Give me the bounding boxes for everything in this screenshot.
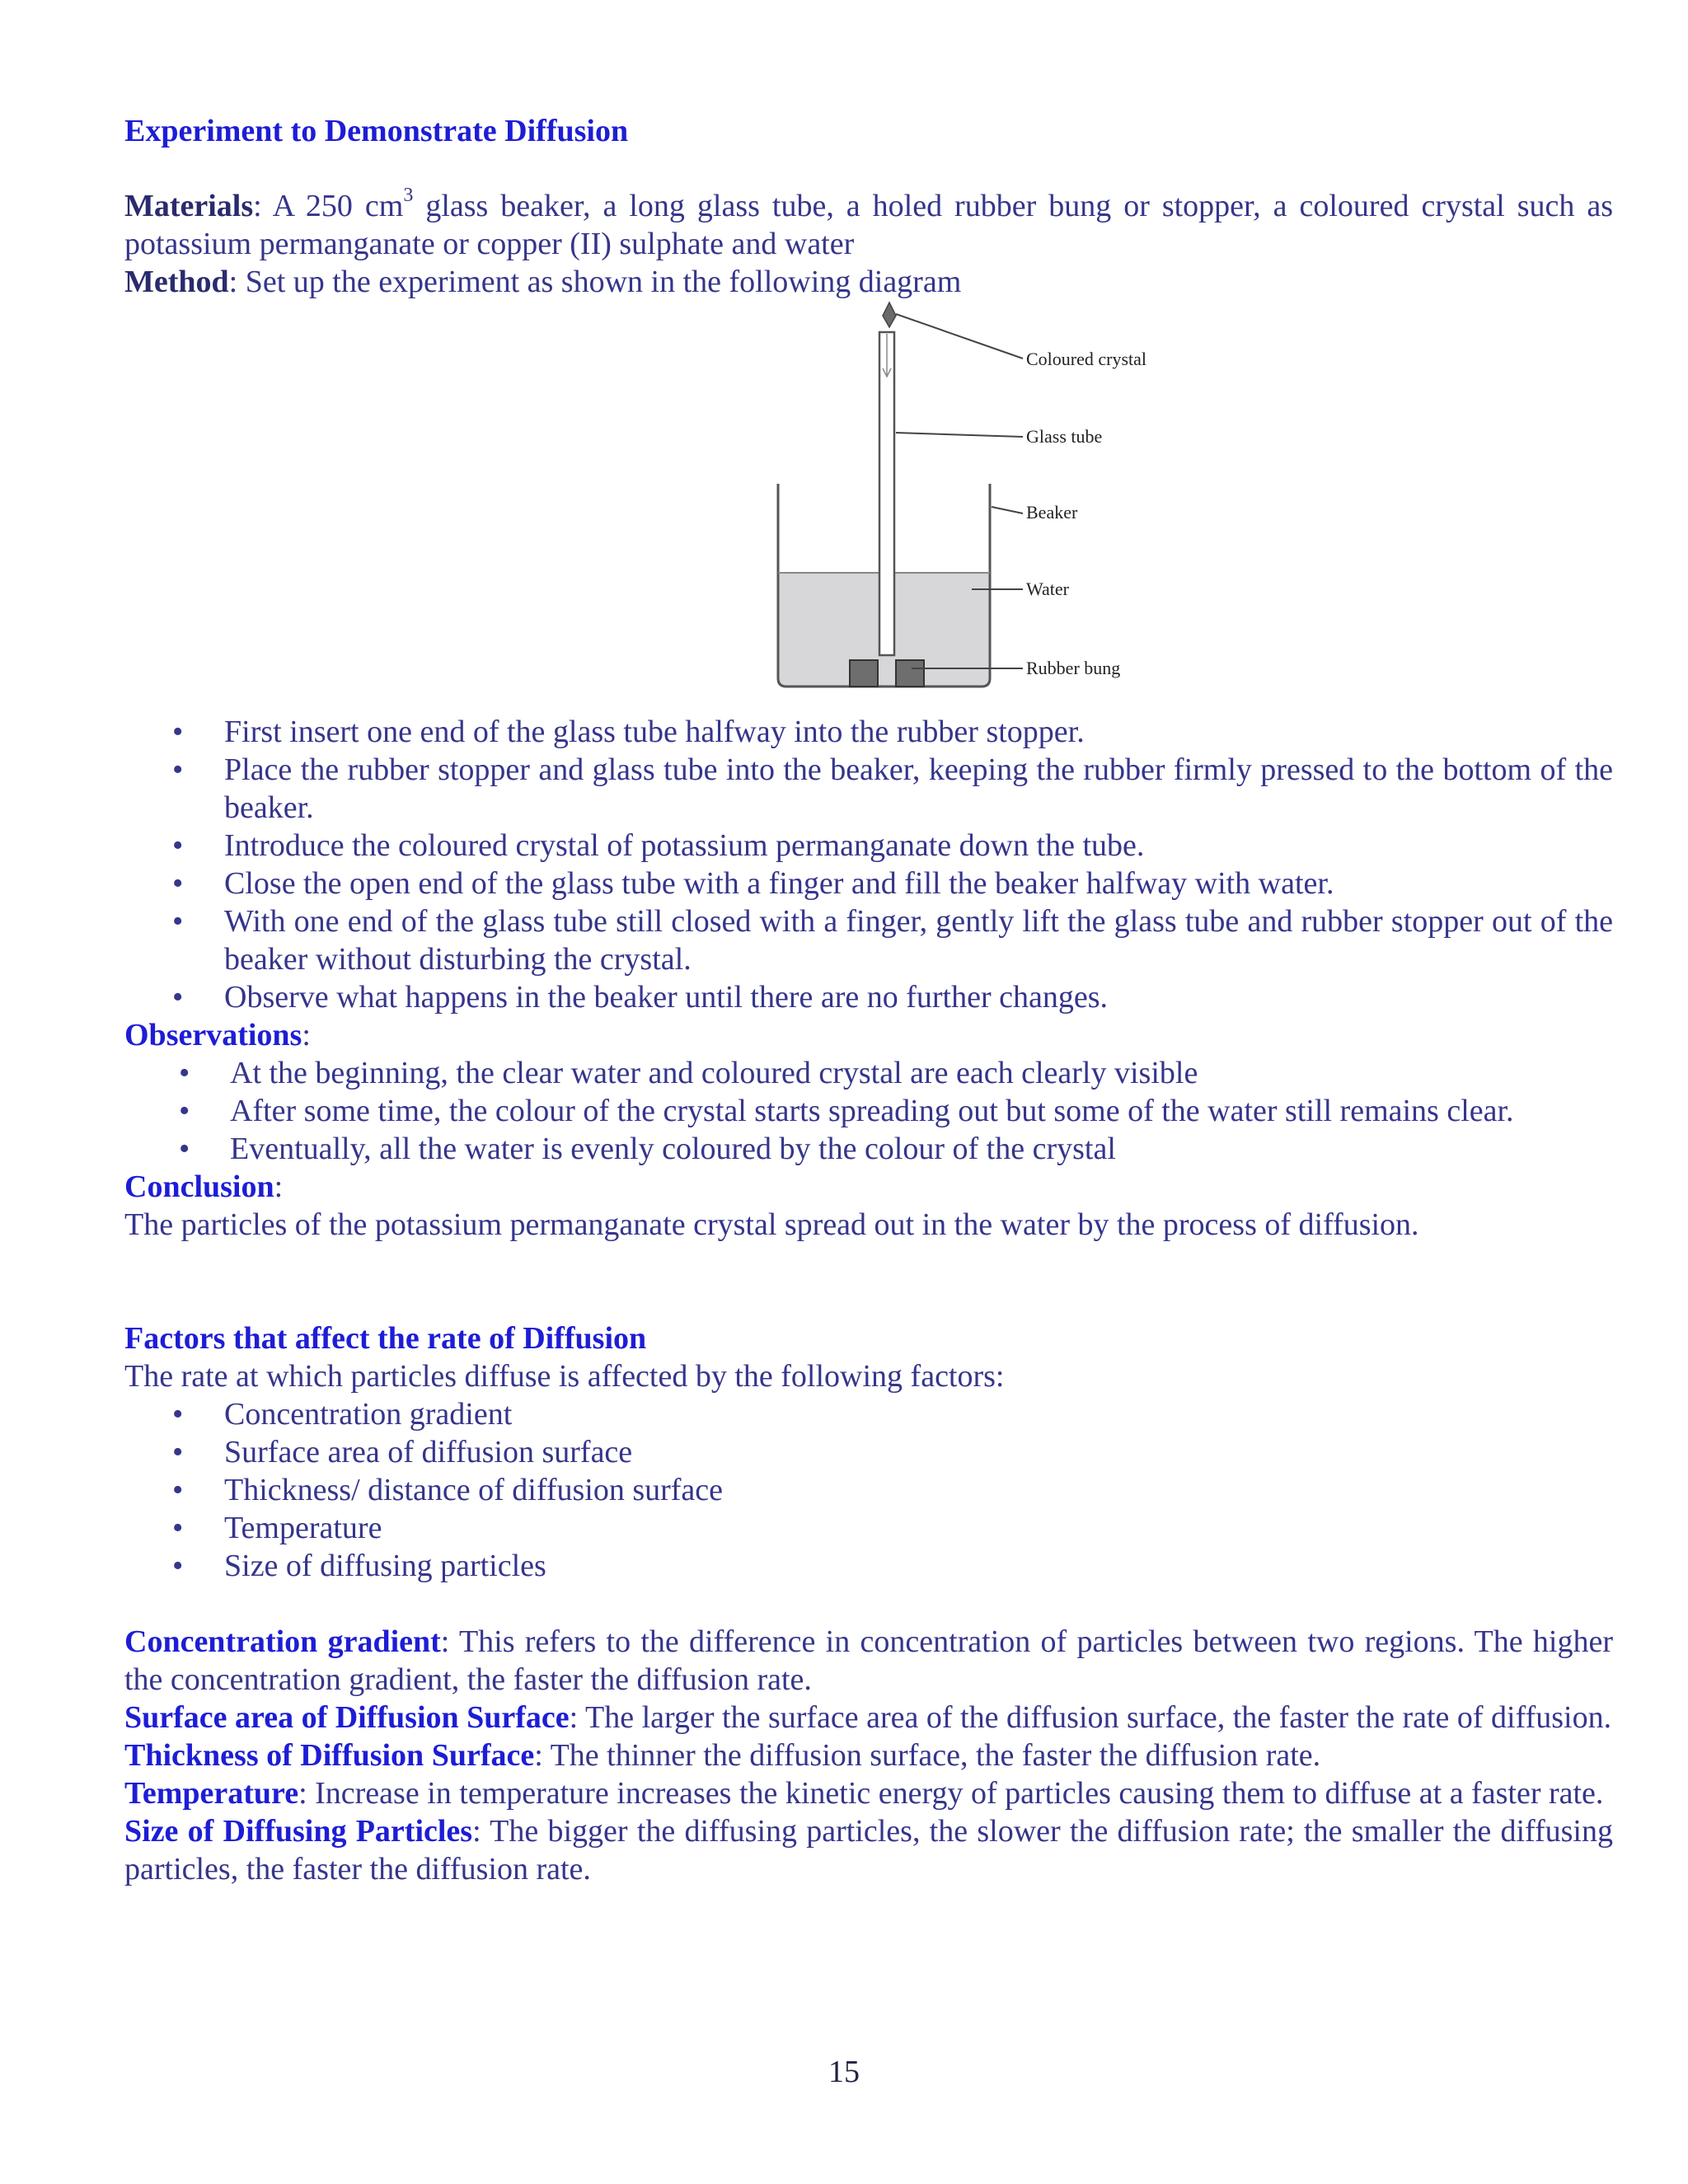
materials-label: Materials: [124, 189, 254, 223]
page-number: 15: [828, 2055, 860, 2089]
conclusion-heading: [124, 1168, 1613, 1206]
diffusion-apparatus-diagram: [635, 301, 1229, 705]
rubber-bung-right: [896, 660, 924, 687]
label-glass-tube: Glass tube: [1026, 426, 1103, 447]
list-item: • Temperature: [124, 1509, 1613, 1547]
definition-text: : The thinner the diffusion surface, the faster the diffusion rate.: [534, 1738, 1321, 1773]
definition-text: : The bigger the diffusing particles, the slower the diffusion rate; the smaller the diffusing particles, the faster the diffusion rate.: [124, 1814, 1613, 1886]
definition-text: : This refers to the difference in concentration of particles between two regions. The higher the concentration gradient, the faster the diffusion rate.: [124, 1624, 1613, 1697]
coloured-crystal: [883, 302, 896, 327]
definition-text: : The larger the surface area of the diffusion surface, the faster the rate of diffusion.: [569, 1700, 1612, 1735]
list-item: • With one end of the glass tube still closed with a finger, gently lift the glass tube and rubber stopper out of the beaker without disturbing the crystal.: [124, 902, 1613, 978]
definition-particle-size: [124, 1812, 1613, 1888]
list-item: • Eventually, all the water is evenly coloured by the colour of the crystal: [124, 1130, 1613, 1168]
list-item: • Place the rubber stopper and glass tube into the beaker, keeping the rubber firmly pressed to the bottom of the beaker.: [124, 751, 1613, 827]
definition-thickness: [124, 1736, 1613, 1774]
list-item: • Concentration gradient: [124, 1395, 1613, 1433]
definition-term: Surface area of Diffusion Surface: [124, 1700, 570, 1735]
observations-list: [124, 1054, 1613, 1168]
list-item: • Size of diffusing particles: [124, 1547, 1613, 1585]
list-item: • Close the open end of the glass tube with a finger and fill the beaker halfway with water.: [124, 865, 1613, 902]
observations-label: Observations: [124, 1018, 302, 1052]
list-item: • Surface area of diffusion surface: [124, 1433, 1613, 1471]
list-item: • After some time, the colour of the crystal starts spreading out but some of the water still remains clear.: [124, 1092, 1613, 1130]
section-title: Experiment to Demonstrate Diffusion: [124, 114, 629, 148]
page-content: [124, 112, 1613, 1888]
list-item: • Thickness/ distance of diffusion surface: [124, 1471, 1613, 1509]
spacer: [124, 1244, 1613, 1319]
materials-text-b: glass beaker, a long glass tube, a holed rubber bung or stopper, a coloured crystal such as potassium permanganate or copper (II) sulphate and water: [124, 189, 1614, 261]
definition-term: Size of Diffusing Particles: [124, 1814, 473, 1849]
materials-text-a: : A 250 cm: [253, 189, 404, 223]
materials-paragraph: [124, 187, 1613, 263]
definition-term: Thickness of Diffusion Surface: [124, 1738, 535, 1773]
list-item: • Observe what happens in the beaker until there are no further changes.: [124, 978, 1613, 1016]
factors-list: [124, 1395, 1613, 1585]
definition-term: Concentration gradient: [124, 1624, 441, 1659]
observations-heading: [124, 1016, 1613, 1054]
conclusion-label: Conclusion: [124, 1169, 274, 1204]
glass-tube: [879, 332, 894, 655]
list-item: • At the beginning, the clear water and coloured crystal are each clearly visible: [124, 1054, 1613, 1092]
definition-surface-area: [124, 1699, 1613, 1736]
definition-temperature: [124, 1774, 1613, 1812]
label-rubber-bung: Rubber bung: [1026, 658, 1121, 678]
list-item: • Introduce the coloured crystal of potassium permanganate down the tube.: [124, 827, 1613, 865]
method-paragraph: [124, 263, 1613, 301]
factors-intro: The rate at which particles diffuse is affected by the following factors:: [124, 1359, 1005, 1394]
definition-concentration-gradient: [124, 1623, 1613, 1699]
list-item: • First insert one end of the glass tube halfway into the rubber stopper.: [124, 713, 1613, 751]
label-coloured-crystal: Coloured crystal: [1026, 349, 1147, 369]
method-label: Method: [124, 265, 229, 299]
rubber-bung-left: [850, 660, 878, 687]
definition-text: : Increase in temperature increases the kinetic energy of particles causing them to diffuse at a faster rate.: [298, 1776, 1604, 1811]
observations-colon: :: [302, 1018, 311, 1052]
definition-term: Temperature: [124, 1776, 299, 1811]
conclusion-colon: :: [274, 1169, 284, 1204]
factors-heading: Factors that affect the rate of Diffusion: [124, 1321, 647, 1356]
method-steps-list: [124, 713, 1613, 1016]
conclusion-text: The particles of the potassium permanganate crystal spread out in the water by the process of diffusion.: [124, 1207, 1419, 1242]
materials-superscript: 3: [403, 185, 414, 207]
label-water: Water: [1026, 579, 1069, 599]
method-text: : Set up the experiment as shown in the following diagram: [228, 265, 962, 299]
spacer: [124, 1585, 1613, 1623]
label-beaker: Beaker: [1026, 502, 1078, 523]
diagram-area: [124, 301, 1613, 713]
